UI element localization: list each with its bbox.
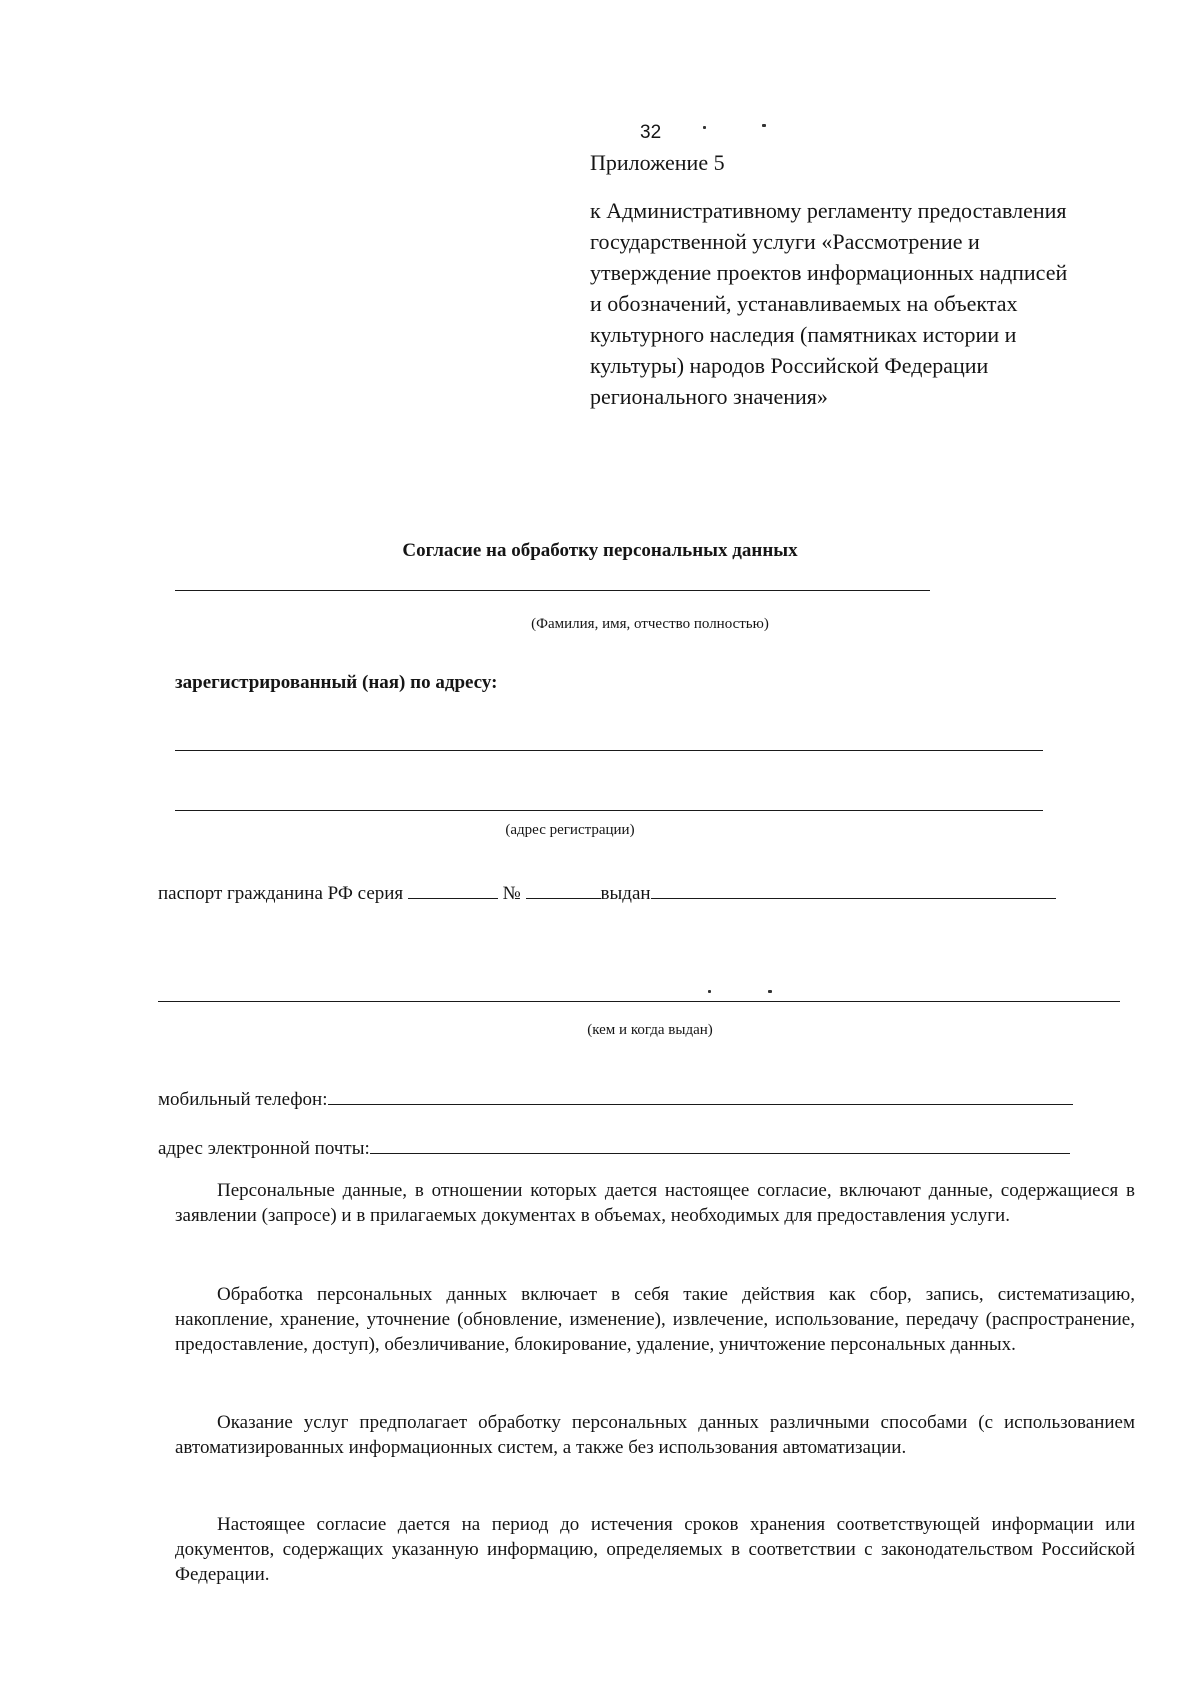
passport-issued-input[interactable] [651,882,1056,899]
appendix-line: регионального значения» [590,384,828,409]
paragraph-period: Настоящее согласие дается на период до истечения сроков хранения соответствующей информации или документов, содержащих указанную информацию, определяемых в соответствии с законодательством Российской Федерации. [175,1514,1135,1585]
appendix-line: государственной услуги «Рассмотрение и [590,229,980,254]
appendix-line: утверждение проектов информационных надписей [590,260,1068,285]
appendix-line: к Административному регламенту предоставления [590,198,1067,223]
appendix-reference [590,195,1150,412]
phone-input[interactable] [328,1088,1073,1105]
form-title: Согласие на обработку персональных данных [402,540,798,561]
address-input-line-1[interactable] [175,750,1043,751]
passport-number-input[interactable] [526,882,601,899]
address-input-line-2[interactable] [175,810,1043,811]
phone-row [158,1088,1073,1111]
email-input[interactable] [370,1137,1070,1154]
issued-by-caption: (кем и когда выдан) [587,1022,713,1038]
passport-row [158,882,1056,905]
address-caption: (адрес регистрации) [505,822,635,838]
scan-speck [768,990,772,993]
email-row [158,1137,1070,1160]
issued-by-input-line[interactable] [158,1001,1120,1002]
fio-input-line[interactable] [175,590,930,591]
page-number: 32 [640,122,662,143]
phone-label: мобильный телефон: [158,1089,328,1110]
scan-speck [703,126,706,129]
paragraph-personal-data: Персональные данные, в отношении которых дается настоящее согласие, включают данные, содержащиеся в заявлении (запросе) и в прилагаемых документах в объемах, необходимых для предоставления услуги. [175,1180,1135,1226]
paragraph-processing: Обработка персональных данных включает в себя такие действия как сбор, запись, систематизацию, накопление, хранение, уточнение (обновление, изменение), извлечение, использование, передачу (распространение, предоставление, доступ), обезличивание, блокирование, удаление, уничтожение персональных данных. [175,1284,1135,1355]
appendix-line: культурного наследия (памятниках истории и [590,322,1017,347]
appendix-line: и обозначений, устанавливаемых на объектах [590,291,1018,316]
appendix-line: культуры) народов Российской Федерации [590,353,989,378]
registered-address-label: зарегистрированный (ная) по адресу: [175,672,498,693]
number-sign: № [502,883,521,904]
paragraph-methods: Оказание услуг предполагает обработку персональных данных различными способами (с использованием автоматизированных информационных систем, а также без использования автоматизации. [175,1412,1135,1458]
scan-speck [762,124,766,127]
email-label: адрес электронной почты: [158,1138,370,1159]
fio-caption: (Фамилия, имя, отчество полностью) [531,616,769,632]
passport-label: паспорт гражданина РФ серия [158,883,404,904]
issued-label: выдан [600,883,651,904]
scan-speck [708,990,711,993]
passport-series-input[interactable] [408,882,498,899]
appendix-title: Приложение 5 [590,150,725,175]
